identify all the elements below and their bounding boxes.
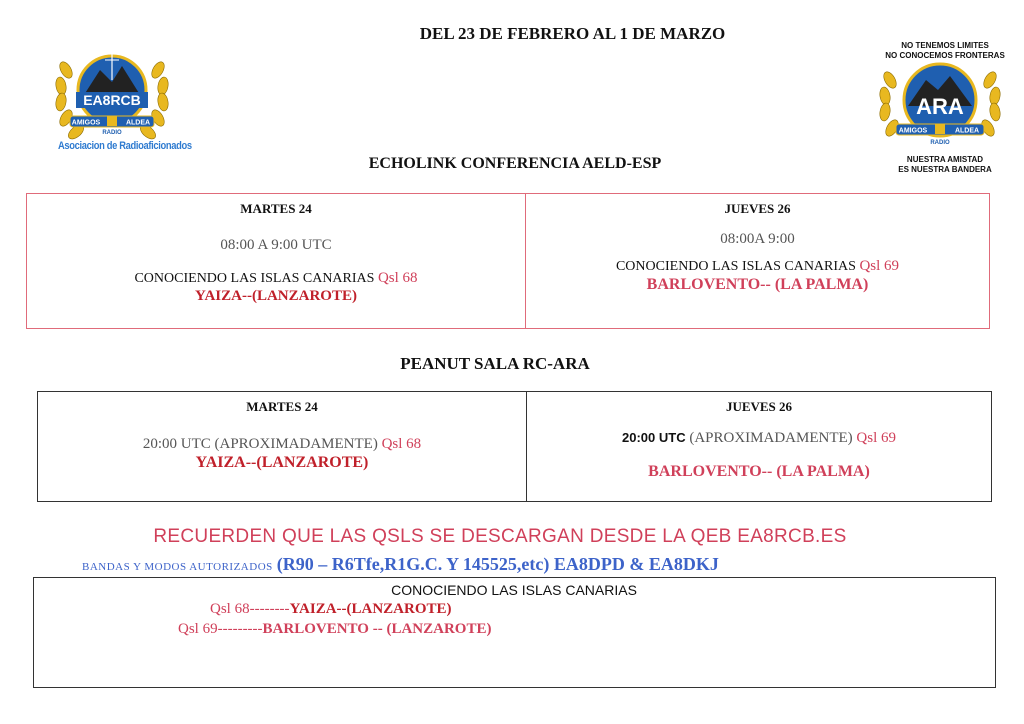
place-label: YAIZA--(LANZAROTE) — [195, 454, 369, 471]
svg-text:EA8RCB: EA8RCB — [83, 92, 141, 108]
peanut-title: PEANUT SALA RC-ARA — [400, 354, 590, 373]
svg-text:ALDEA: ALDEA — [954, 127, 980, 135]
topic-line: CONOCIENDO LAS ISLAS CANARIAS Qsl 69 — [615, 258, 900, 274]
peanut-right-cell — [527, 392, 991, 501]
place-label: BARLOVENTO-- (LA PALMA) — [646, 276, 869, 293]
place-label: YAIZA--(LANZAROTE) — [195, 288, 357, 304]
echolink-right-cell — [526, 194, 989, 328]
svg-text:AMIGOS: AMIGOS — [71, 119, 101, 127]
summary-box — [33, 577, 996, 688]
summary-title: CONOCIENDO LAS ISLAS CANARIAS — [391, 582, 637, 598]
peanut-left-cell — [38, 392, 527, 501]
association-caption: Asociacion de Radioaficionados — [58, 140, 192, 152]
day-label: JUEVES 26 — [725, 399, 793, 414]
svg-text:RADIO: RADIO — [102, 130, 122, 136]
ara-slogan-top: NO TENEMOS LIMITES NO CONOCEMOS FRONTERAS — [885, 41, 1005, 60]
bands-label: BANDAS Y MODOS AUTORIZADOS — [82, 561, 273, 573]
bands-detail: (R90 – R6Tfe,R1G.C. Y 145525,etc) EA8DPD & EA8DKJ — [276, 554, 719, 574]
day-label: MARTES 24 — [240, 201, 312, 216]
day-label: MARTES 24 — [246, 399, 318, 414]
ara-slogan-bottom: NUESTRA AMISTAD ES NUESTRA BANDERA — [898, 155, 992, 174]
echolink-left-cell — [27, 194, 526, 328]
summary-row: Qsl 68--------YAIZA--(LANZAROTE) — [210, 601, 452, 617]
peanut-table — [37, 391, 992, 502]
echolink-title: ECHOLINK CONFERENCIA AELD-ESP — [368, 155, 662, 172]
svg-text:RADIO: RADIO — [930, 140, 950, 146]
time-label: 08:00A 9:00 — [720, 231, 795, 247]
place-label: BARLOVENTO-- (LA PALMA) — [648, 463, 870, 480]
summary-row: Qsl 69---------BARLOVENTO -- (LANZAROTE) — [178, 621, 492, 637]
download-notice: RECUERDEN QUE LAS QSLS SE DESCARGAN DESDE LA QEB EA8RCB.ES — [153, 526, 847, 547]
svg-text:ALDEA: ALDEA — [125, 119, 151, 127]
time-label: 08:00 A 9:00 UTC — [220, 237, 332, 253]
time-line: 20:00 UTC (APROXIMADAMENTE) Qsl 68 — [142, 436, 422, 452]
day-label: JUEVES 26 — [724, 201, 791, 216]
ara-logo — [876, 58, 1004, 158]
echolink-table — [26, 193, 990, 329]
svg-text:ARA: ARA — [916, 94, 964, 119]
time-line: 20:00 UTC (APROXIMADAMENTE) Qsl 69 — [622, 430, 896, 446]
svg-text:AMIGOS: AMIGOS — [898, 127, 928, 135]
topic-line: CONOCIENDO LAS ISLAS CANARIAS Qsl 68 — [134, 270, 418, 286]
bands-line — [82, 554, 719, 575]
page-title: DEL 23 DE FEBRERO AL 1 DE MARZO — [419, 24, 726, 43]
